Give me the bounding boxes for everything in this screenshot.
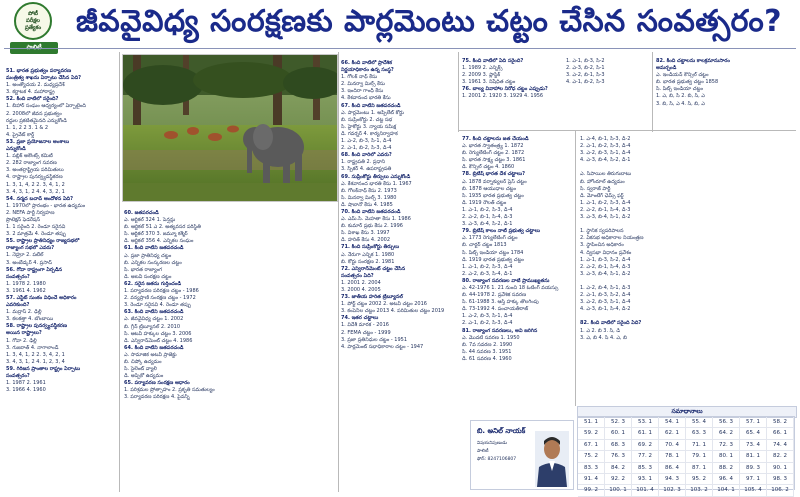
option-text: సి. విశాఖ కేసు 3. 1997 (341, 230, 390, 237)
answer-cell: 78. 1 (659, 451, 686, 462)
option-text: రద్దుల ప్రకటితమైనది ఎన్నుకోండి (6, 117, 67, 124)
author-box (470, 420, 574, 490)
option-text: ఎ. 42-1976 1. 21 నుంచి 18 ఓటింగ్ వయస్సు (462, 284, 559, 291)
author-name: బి. అనిల్ నాయక్ (477, 427, 526, 435)
option-text: డి. అటవీ సంరక్షణ చట్టం (124, 273, 172, 280)
option-text (580, 164, 796, 171)
elephant-illustration (123, 55, 337, 201)
answer-cell: 88. 2 (713, 463, 740, 474)
answer-cell: 58. 2 (767, 417, 794, 428)
answers-title: సమాధానాలు (577, 406, 797, 418)
option-text: 1. ఎ-2, బి-3, సి-1, డి-4 (341, 138, 392, 145)
option-text: 3. ఎ-2, బి-1, సి-3 (566, 72, 605, 79)
option-text: 1. 3, 4, 1, 2 2. 3, 4, 2, 1 (6, 351, 65, 358)
logo-line: పరీక్షల (26, 17, 40, 24)
answer-cell: 83. 3 (578, 463, 605, 474)
option-text: బి. గోలక్‌నాథ్ కేసు 2. 1973 (341, 187, 397, 194)
option-text: 3. బి, సి, ఎ 4. సి, బి, ఎ (656, 100, 705, 107)
answer-cell: 98. 3 (767, 474, 794, 485)
question-text: 55. రాష్ట్రాల ప్రాతినిధ్యం రాజ్యసభలో (6, 238, 80, 245)
option-text: 3. ఎ, బి 4. సి 4. ఎ, బి (580, 334, 627, 341)
question-column-2 (124, 210, 336, 492)
question-text: 67. కింది వాటిని జతపరచండి (341, 102, 401, 109)
question-text: 72. ఎన్విరాన్‌మెంట్ చట్టం చేసిన (341, 265, 406, 272)
option-text: డి. గవర్నర్ 4. కార్యనిర్వాహక (341, 130, 398, 137)
option-text: 1. 1970లో ప్రారంభం - భారత ఉద్యమం (6, 202, 86, 209)
option-text: 1. 2001 2. 2004 (341, 279, 381, 286)
option-text: 1. ఎ-1, బి-3, సి-2, డి-4 (580, 256, 631, 263)
question-text: 62. సరైన జతను గుర్తించండి (124, 280, 182, 287)
column-divider (338, 52, 339, 492)
answer-cell: 93. 1 (632, 474, 659, 485)
answer-cell: 97. 1 (740, 474, 767, 485)
question-column-1 (6, 68, 118, 492)
option-text: 3. ఎ-2, బి-3, సి-1, డి-4 (580, 299, 631, 306)
question-text: 63. కింది వాటిని జతపరచండి (124, 309, 184, 316)
question-column-5-top (656, 58, 796, 130)
option-text: 3. 4, 3, 1, 2 4. 1, 2, 3, 4 (6, 358, 65, 365)
answer-cell: 82. 2 (767, 451, 794, 462)
question-text: మంత్రిత్వ శాఖను ఏర్పాటు చేసిన ఏది? (6, 75, 82, 82)
option-text: 2. వన్యప్రాణి సంరక్షణ చట్టం - 1972 (124, 295, 196, 302)
question-text: 78. బ్రిటిష్ భారత దేశ చట్టాలు? (462, 171, 526, 178)
option-text: 1. 2001 2. 1920 3. 1929 4. 1956 (462, 93, 544, 100)
question-text: 74. ఇతర చట్టాలు (341, 315, 379, 322)
answer-cell: 103. 2 (686, 485, 713, 496)
question-text: 79. బ్రిటిష్ కాలం నాటి ప్రభుత్వ చట్టాలు (462, 228, 541, 235)
elephant-photo (122, 54, 338, 202)
option-text: 4. పార్లమెంట్ సభాధికారాల చట్టం - 1947 (341, 343, 424, 350)
question-text: 64. కింది వాటిని జతపరచండి (124, 344, 184, 351)
option-text: సి. స్వరాజ్ పార్టీ (580, 185, 611, 192)
option-text: ఎ. మొదటి సవరణ 1. 1950 (462, 334, 520, 341)
option-text: 1. పర్యావరణ పరిరక్షణ చట్టం - 1986 (124, 288, 199, 295)
answer-cell: 64. 2 (713, 428, 740, 439)
answer-cell: 86. 4 (659, 463, 686, 474)
option-text: 4. ద్విసభా విధానం ప్రవేశం (580, 249, 632, 256)
option-text: డి. 1919 రౌలత్ చట్టం (462, 199, 507, 206)
option-text: 1. ఎ-4, బి-1, సి-3, డి-2 (580, 136, 631, 142)
option-text: 3. ఇందిరా గాంధీ కేసు (341, 88, 384, 95)
logo-line: పోటీ (28, 10, 38, 17)
answer-cell: 79. 1 (686, 451, 713, 462)
option-text: బి. చార్టర్ చట్టం 1813 (462, 242, 507, 249)
answer-cell: 77. 2 (632, 451, 659, 462)
option-text: 1. గోలక్ నాథ్ కేసు (341, 74, 378, 81)
answer-cell: 91. 4 (578, 474, 605, 485)
answer-cell: 105. 4 (740, 485, 767, 496)
option-text: బి. ఆర్టికల్ 51 ఎ 2. అత్యవసర పరిస్థితి (124, 224, 201, 231)
answer-cell: 66. 1 (767, 428, 794, 439)
option-text: 3. అంబేడ్కర్ 4. ప్రసాద్ (6, 259, 52, 266)
option-text: డి. అప్పికో ఉద్యమం (124, 373, 164, 380)
answer-cell: 52. 3 (605, 417, 632, 428)
option-text: ప్రొటెక్షన్ ఫెడరేషన్ (6, 216, 40, 223)
column-divider (119, 52, 120, 492)
section-divider (458, 130, 796, 131)
option-text: 3. గుజరాత్ 4. నాగాలాండ్ (6, 344, 59, 351)
option-text: 1. పరిశ్రమల ప్రోత్సాహం 2. ప్రకృతి సమతుల్యం (124, 387, 215, 394)
option-text: బి. 44-1978 2. ప్రవేశిక సవరణ (462, 292, 527, 299)
question-text: 76. బాల్య వివాహాల నిరోధ చట్టం ఎప్పుడు? (462, 86, 548, 93)
answer-cell: 81. 1 (740, 451, 767, 462)
question-column-3 (341, 60, 457, 492)
option-text: 1. నెహ్రూ 2. పటేల్ (6, 252, 44, 259)
answer-cell: 65. 4 (740, 428, 767, 439)
question-column-4-options (566, 58, 650, 130)
option-text: డి. ఎన్విరాన్‌మెంట్ చట్టం 4. 1986 (124, 337, 193, 344)
question-text: సంవత్సరం? (6, 373, 30, 380)
question-text: 80. రాజ్యాంగ సవరణల వాటి ప్రాముఖ్యతను (462, 277, 550, 284)
option-text: సి. పిట్స్ ఇండియా చట్టం 1784 (462, 249, 524, 256)
question-text: 66. కింది వాటిలో ప్రాదేశిక (341, 60, 393, 66)
question-text: 77. కింది చట్టాలను జత చేయండి (462, 136, 529, 142)
option-text: ఎ. 1773 రెగ్యులేటింగ్ చట్టం (462, 235, 518, 242)
option-text: 1. గోవా 2. ఢిల్లీ (6, 337, 37, 344)
option-text: 3. కంపెనీల చట్టం 2013 4. పరిమితుల చట్టం 2019 (341, 308, 445, 315)
option-text: 1. ఎ-2, బి-3, సి-1, డి-4 (462, 313, 513, 320)
option-text: 2. NEFA పార్టీ నిర్వహణ (6, 209, 55, 216)
option-text: బి. గ్రీన్ ట్రిబ్యూనల్ 2. 2010 (124, 323, 181, 330)
option-text (580, 278, 796, 285)
option-text: 3. రెండూ సరైనవి 4. రెండూ తప్పు (124, 302, 191, 309)
option-text: 2. 2009 3. ప్లాస్టిక్ (462, 72, 501, 79)
option-text: బి. రెగ్యులేటింగ్ చట్టం 2. 1872 (462, 150, 525, 157)
option-text: 4. కేశవానంద భారతి కేసు (341, 95, 391, 102)
option-text: 1. ఎ, బి, సి 2. బి, సి, ఎ (656, 93, 705, 100)
option-text: 1. 1987 2. 1961 (6, 380, 46, 387)
option-text: 3. అంతర్రాష్ట్రీయ పరిమితులు (6, 167, 64, 174)
question-text: ఎవరికుంది? (6, 302, 30, 309)
answer-cell: 84. 2 (605, 463, 632, 474)
option-text: డి. 61 సవరణ 4. 1960 (462, 355, 512, 362)
author-phone: ఫోన్: 8247106807 (477, 457, 517, 462)
option-text: సి. 44 సవరణ 3. 1951 (462, 348, 512, 355)
option-text: 4. రాష్ట్రాల పునర్వ్యవస్థీకరణ (6, 174, 63, 181)
answer-cell: 95. 2 (686, 474, 713, 485)
answer-cell: 55. 4 (686, 417, 713, 428)
option-text: 3. స్పీకర్ 4. ఉపరాష్ట్రపతి (341, 166, 392, 173)
option-text: ఎ. ఎమ్.సి. మెహతా కేసు 1. 1986 (341, 216, 411, 223)
answer-cell: 101. 4 (632, 485, 659, 496)
option-text: 1. రాష్ట్రపతి 2. ప్రధాని (341, 159, 386, 166)
question-text: ఎన్నుకోండి (6, 146, 26, 153)
question-text: సంవత్సరం? (6, 273, 30, 280)
option-text: 3. ఎ-3, బి-4, సి-1, డి-2 (580, 214, 631, 221)
option-text: 3. 2000 4. 2005 (341, 287, 381, 293)
answer-cell: 106. 2 (767, 485, 794, 496)
option-text: 1. పోర్ట్ చట్టం 2002 2. అటవీ చట్టం 2016 (341, 301, 427, 308)
answer-cell: 69. 2 (632, 440, 659, 451)
answer-cell: 104. 1 (713, 485, 740, 496)
option-text: 2. ఎ-3, బి-2, సి-1 (566, 65, 605, 72)
question-text: 70. కింది వాటిని జతపరచండి (341, 208, 401, 215)
option-text: సి. ఆర్టికల్ 370 3. జమ్మూ కశ్మీర్ (124, 231, 188, 238)
option-text: 1. 3, 1, 4, 2 2. 3, 4, 1, 2 (6, 181, 65, 188)
option-text: 1. ఎ-1, బి-2, సి-3, డి-4 (462, 263, 513, 270)
question-text: 59. గిరిజన ప్రాంతాల రాష్ట్రం ఏర్పాటు (6, 365, 81, 372)
option-text: డి. 1919 భారత ప్రభుత్వ చట్టం (462, 256, 524, 263)
answer-cell: 87. 1 (686, 463, 713, 474)
option-text: సి. భారత సాక్ష్య చట్టం 3. 1861 (462, 157, 526, 164)
question-text: 61. కింది వాటిని జతపరచండి (124, 245, 184, 252)
option-text: ఎ. సిపాయిల తిరుగుబాటు (580, 171, 632, 178)
answer-cell: 67. 1 (578, 440, 605, 451)
answer-cell: 92. 2 (605, 474, 632, 485)
option-text: 4. ఎ-3, బి-4, సి-2, డి-1 (580, 157, 631, 164)
answer-cell: 100. 1 (605, 485, 632, 496)
answer-cell: 56. 3 (713, 417, 740, 428)
option-text: 2. 2008లో జీవన ప్రభుత్వం (6, 110, 62, 117)
option-text: ఎ. ప్రజా ప్రాతినిధ్య చట్టం (124, 252, 172, 259)
option-text: 1. అంత్యోదయ 2. మధ్యప్రదేశ్ (6, 82, 65, 89)
question-column-4-top (462, 58, 562, 130)
option-text: 1. 1, 2 2 3. 1 & 2 (6, 124, 49, 131)
answer-cell: 96. 4 (713, 474, 740, 485)
option-text: ఎ. ఆర్టికల్ 324 1. పెన్షన్లు (124, 217, 176, 224)
question-text: సంవత్సరం ఏది? (341, 272, 374, 279)
option-text: 2. FEMA చట్టం - 1999 (341, 329, 391, 336)
option-text: 2. ఎ-2, బి-1, సి-4, డి-3 (462, 214, 513, 221)
option-text: 3. ఎ-3, బి-4, సి-1, డి-2 (580, 270, 631, 277)
option-text: ఎ. పార్లమెంటు 1. అప్పీలేట్ కోర్టు (341, 109, 404, 116)
option-text: 1. 1 సరైంది 2. రెండూ సరైనవి (6, 224, 66, 231)
option-text: 3. 2 మాత్రమే 4. రెండూ తప్పు (6, 231, 67, 238)
logo-emblem (14, 2, 52, 40)
publication-logo (10, 2, 58, 62)
option-text: 1. స్థానిక స్వపరిపాలన (580, 228, 624, 235)
option-text: 2. ఎ-2, బి-1, సి-4, డి-3 (580, 206, 631, 213)
answer-cell: 63. 3 (686, 428, 713, 439)
option-text (580, 313, 796, 320)
option-text: 1. 1989 2. ఎన్నిక్స్ (462, 65, 503, 72)
answer-cell: 94. 3 (659, 474, 686, 485)
column-divider (652, 52, 653, 132)
option-text: 3. ప్రజా ప్రతినిధుల చట్టం - 1951 (341, 336, 408, 343)
option-text: 3. 1966 4. 1960 (6, 387, 46, 394)
answer-cell: 76. 3 (605, 451, 632, 462)
option-text: ఎ. ఇండియన్ కౌన్సిల్ చట్టం (656, 72, 709, 79)
question-text: 56. గోవా రాష్ట్రంగా ఏర్పడిన (6, 266, 63, 273)
option-text: 1. బీహార్ సంఘం ఆధ్వర్యంలో ఏర్పాటైంది (6, 103, 86, 110)
option-text: బి. హోంరూల్ ఉద్యమం (580, 178, 625, 185)
option-text: సి. భారత రాజ్యాంగ (124, 266, 163, 273)
author-designation: విషయనిపుణుడు (477, 441, 508, 446)
answer-cell: 60. 1 (605, 428, 632, 439)
answer-cell: 102. 3 (659, 485, 686, 496)
question-text: 75. కింది వాటిలో ఏది సరైంది? (462, 58, 524, 64)
option-text: ఎ. సామాజిక అటవీ ప్రాజెక్టు (124, 351, 177, 358)
option-text: సి. హైకోర్టు 3. న్యాయ సమీక్ష (341, 123, 397, 130)
option-text: 1. మద్రాస్ 2. ఢిల్లీ (6, 309, 42, 316)
option-text: 1. 1978 2. 1980 (6, 280, 46, 287)
option-text: డి. హరిత్ కేసు 4. 2002 (341, 237, 391, 244)
answer-cell: 80. 1 (713, 451, 740, 462)
option-text: 2. 282 రాజ్యాంగ సవరణ (6, 160, 57, 167)
option-text (580, 221, 796, 228)
question-text: నిర్ణయాధికారం ఉన్న సంస్థ? (341, 67, 394, 74)
option-text: బి. కోర్టు సంరక్షణ 2. 1981 (341, 258, 395, 265)
answer-cell: 53. 1 (632, 417, 659, 428)
question-text: 58. రాష్ట్రాల పునర్వ్యవస్థీకరణ (6, 323, 67, 330)
question-text: 65. పర్యావరణ సంరక్షణ ఆధారం (124, 380, 190, 387)
question-text: 52. కింది వాటిలో సరైంది? (6, 96, 59, 103)
answer-cell: 51. 1 (578, 417, 605, 428)
option-text: 1. ఎ-1, బి-2, సి-3, డి-4 (462, 206, 513, 213)
logo-line: ప్రత్యేకం (24, 24, 42, 31)
option-text: 3. 1961 4. 1962 (6, 287, 46, 294)
option-text: ఎ. కేశవానంద భారతి కేసు 1. 1967 (341, 180, 412, 187)
question-text: 54. నర్మద బచావ్ ఆందోళన ఏది? (6, 195, 73, 202)
question-text: 60. జతపరచండి (124, 210, 159, 216)
option-text: ఎ. నేరుగా ఎన్నిక 1. 1980 (341, 251, 395, 258)
question-text: అయిన రాష్ట్రాలు? (6, 330, 42, 337)
column-divider (458, 52, 459, 132)
question-text: 68. కింది వారిలో ఎవరు? (341, 152, 392, 159)
option-text: 1. ఎ-1, బి-3, సి-2 (566, 58, 605, 64)
option-text: 2. ఎ-2, బి-3, సి-4, డి-1 (462, 270, 513, 277)
question-text: 57. ఎస్టేట్ సుంకం విధించే అధికారం (6, 295, 77, 301)
option-text: డి. 73-1992 4. పంచాయతీరాజ్ (462, 306, 529, 313)
question-text: రాజ్యాంగ సభలో ఎవరు? (6, 245, 55, 252)
option-text: బి. భారత ప్రభుత్వ చట్టం 1858 (656, 79, 719, 86)
question-text: 71. కింది సుప్రీంకోర్టు తీర్పులు (341, 244, 400, 251)
answer-cell: 62. 1 (659, 428, 686, 439)
option-text: డి. ఆర్టికల్ 356 4. ఎన్నికల సంఘం (124, 238, 194, 245)
answer-cell: 71. 1 (686, 440, 713, 451)
page-headline: జీవవైవిధ్య సంరక్షణకు పార్లమెంటు చట్టం చేసిన సంవత్సరం? (76, 4, 783, 39)
option-text: 3. 4, 3, 1, 2 4. 4, 3, 2, 1 (6, 188, 65, 195)
question-text: 73. జాతీయ హరిత ట్రిబ్యూనల్ (341, 294, 403, 301)
option-text: 3. పర్యావరణ పరిరక్షణ 4. పైవన్నీ (124, 394, 190, 401)
option-text: 2. ఏకసభ అధికారాల నియంత్రణ (580, 235, 644, 242)
option-text: 3. ఎ-3, బి-4, సి-2, డి-1 (462, 221, 513, 228)
answer-cell: 99. 2 (578, 485, 605, 496)
option-text: ఎ. భారత స్వాతంత్ర్య 1. 1872 (462, 143, 524, 150)
answer-cell: 61. 1 (632, 428, 659, 439)
option-text: 2. ఎ-1, బి-3, సి-2, డి-4 (580, 292, 631, 299)
author-photo (535, 431, 569, 487)
option-text: 1. ఎ-1, బి-2, సి-3, డి-4 (580, 199, 631, 206)
option-text: 1. ఎ-2, బి-4, సి-1, డి-3 (580, 284, 631, 291)
question-text: అమర్చండి (656, 65, 677, 72)
answer-cell: 90. 1 (767, 463, 794, 474)
answer-cell: 57. 1 (740, 417, 767, 428)
option-text: డి. కౌన్సిల్ చట్టం 4. 1860 (462, 164, 515, 171)
option-text: 1. పబ్లిక్ అకౌంట్స్ కమిటీ (6, 153, 53, 160)
option-text: 3. కలకత్తా 4. బొంబాయి (6, 316, 54, 323)
option-text: 2. ఎ-1, బి-2, సి-3, డి-4 (462, 320, 513, 327)
option-text: సి. ఆటవీ హక్కుల చట్టం 3. 2006 (124, 330, 192, 337)
option-text: సి. 1935 భారత ప్రభుత్వ చట్టం (462, 192, 524, 199)
question-text: 82. కింది వాటిలో సరైంది ఏది? (580, 320, 642, 327)
answer-cell: 68. 3 (605, 440, 632, 451)
option-text: 4. ఎ-1, బి-2, సి-3 (566, 79, 605, 86)
question-text: 82. కింది చట్టాలను కాలక్రమానుసారం (656, 58, 730, 64)
option-text: 3. 1961 3. నిషేధిత చట్టం (462, 79, 516, 86)
question-text: 53. ప్రజా ప్రయోజనాల అంశాలు (6, 138, 70, 145)
column-divider (575, 130, 576, 406)
option-text: సి. 61-1988 3. ఆస్తి హక్కు తొలగింపు (462, 299, 539, 306)
option-text: ఎ. 1878 వర్నాక్యులర్ ప్రెస్ చట్టం (462, 178, 527, 185)
option-text: బి. సుప్రీంకోర్టు 2. చట్ట సభ (341, 116, 393, 123)
answer-cell: 89. 3 (740, 463, 767, 474)
option-text: డి. మోంటేగ్ ఛెమ్స్ ఫర్డ్ (580, 192, 624, 199)
option-text: డి. షాబానో కేసు 4. 1985 (341, 201, 393, 208)
header-divider (4, 48, 796, 49)
option-text: 2. ఎ-1, బి-2, సి-3, డి-4 (341, 145, 392, 152)
question-text: 69. సుప్రీంకోర్టు తీర్పులు ఎన్నుకోండి (341, 173, 411, 180)
answer-cell: 59. 2 (578, 428, 605, 439)
option-text: బి. 7వ సవరణ 2. 1990 (462, 341, 513, 348)
answers-grid (577, 416, 795, 494)
question-text: 51. భారత ప్రభుత్వం పర్యావరణ (6, 68, 72, 74)
option-text: బి. చిప్కో ఉద్యమం (124, 358, 162, 365)
question-column-6 (462, 136, 574, 406)
option-text: 3. ఎ-2, బి-3, సి-1, డి-4 (580, 150, 631, 157)
option-text: 1. ఎ 2. బి 3. సి, డి (580, 327, 621, 334)
option-text: 1. విదేశీ మారక - 2016 (341, 322, 389, 329)
answer-cell: 85. 3 (632, 463, 659, 474)
answer-cell: 75. 2 (578, 451, 605, 462)
option-text: 3. స్థాపించిన అధికారం (580, 242, 624, 249)
option-text: బి. ఎన్నికల సంస్కరణల చట్టం (124, 259, 182, 266)
answer-cell: 73. 4 (740, 440, 767, 451)
answer-cell: 54. 1 (659, 417, 686, 428)
option-text: 4. ఎ-3, బి-1, సి-4, డి-2 (580, 306, 631, 313)
option-text: బి. 1878 ఆయుధాల చట్టం (462, 185, 517, 192)
option-text: 3. కర్ణాటక 4. మహారాష్ట్ర (6, 89, 55, 96)
option-text: సి. పిట్స్ ఇండియా చట్టం (656, 86, 704, 93)
question-column-7 (580, 136, 796, 404)
answer-cell: 72. 3 (713, 440, 740, 451)
option-text: సి. మినర్వా మిల్స్ 3. 1980 (341, 194, 397, 201)
author-subject: పాలిటీ (477, 449, 489, 454)
answer-cell: 70. 4 (659, 440, 686, 451)
option-text: 2. ఎ-2, బి-1, సి-4, డి-3 (580, 263, 631, 270)
option-text: ఎ. జీవవైవిధ్య చట్టం 1. 2002 (124, 316, 184, 323)
option-text: సి. సైలెంట్ వ్యాలీ (124, 366, 157, 373)
question-text: 81. రాజ్యాంగ సవరణలు, అవి జరిగిన (462, 327, 538, 334)
option-text: 2. మినర్వా మిల్స్ కేసు (341, 81, 385, 88)
option-text: 2. ఎ-1, బి-2, సి-3, డి-4 (580, 143, 631, 150)
option-text: బి. కుమార్ ప్రభు కేసు 2. 1996 (341, 223, 403, 230)
answer-cell: 74. 4 (767, 440, 794, 451)
option-text: 4. ప్రైవేట్ కార్డ్ (6, 131, 35, 138)
